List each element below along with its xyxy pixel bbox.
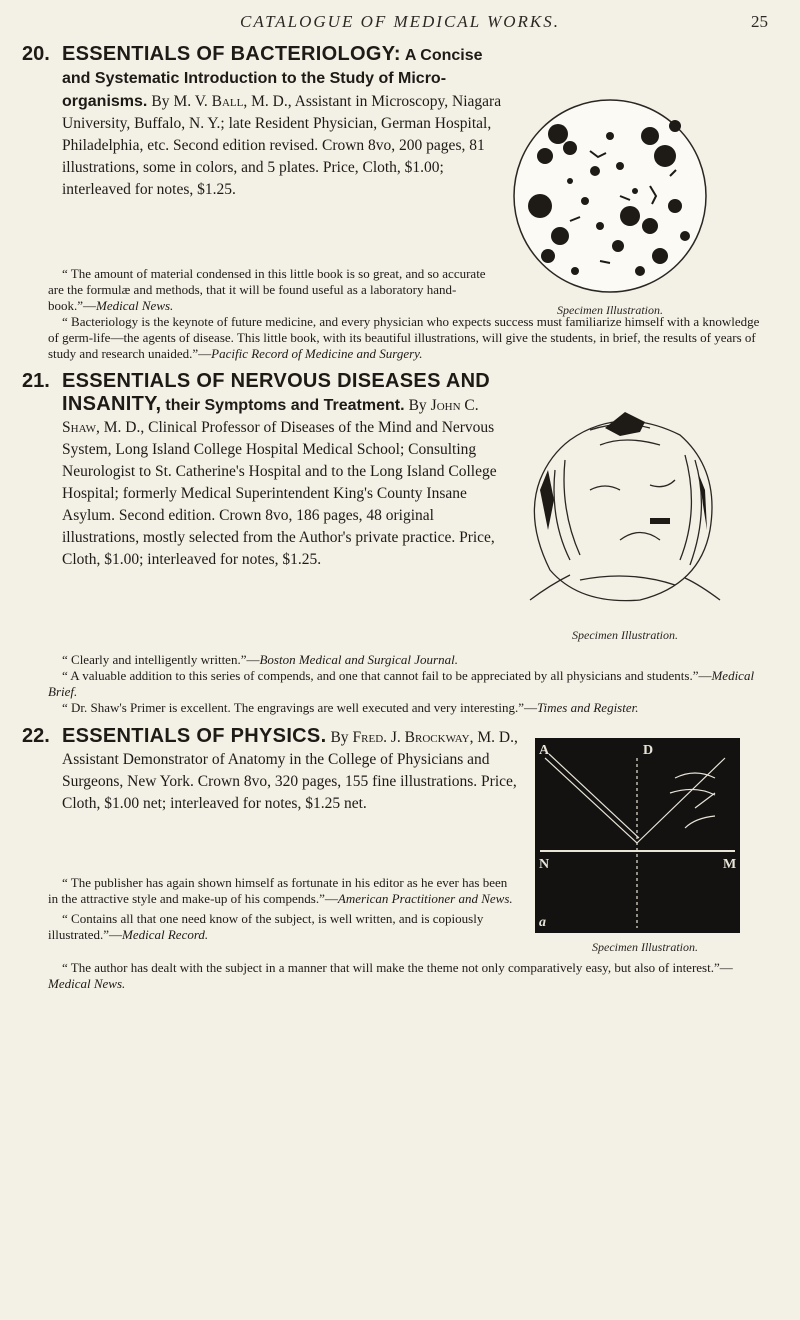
- entry-title: ESSENTIALS OF BACTERIOLOGY:: [62, 43, 401, 65]
- entry-author-by: By: [330, 729, 349, 746]
- entry-number: 21.: [22, 370, 50, 392]
- entry-title: ESSENTIALS OF PHYSICS.: [62, 725, 327, 747]
- entry-subtitle: A Concise and Systematic Introduction to the Study of Micro-organisms.: [62, 47, 483, 110]
- bacteria-specimen-illustration: [500, 96, 720, 296]
- entry-number: 20.: [22, 43, 50, 65]
- brain-specimen-illustration: [510, 400, 740, 620]
- entry-author-by: By: [408, 397, 427, 414]
- review: “ Clearly and intelligently written.”—Boston Medical and Surgical Journal.: [62, 652, 458, 667]
- entry-author: John C. Shaw: [62, 397, 479, 436]
- entry-author-by: By: [151, 93, 170, 110]
- figure-label-m: M: [723, 857, 737, 872]
- entry-22-text: [62, 725, 522, 815]
- entry-20-text: [62, 43, 502, 201]
- running-head: CATALOGUE OF MEDICAL WORKS.: [239, 12, 560, 31]
- entry-number: 22.: [22, 725, 50, 747]
- figure-caption: Specimen Illustration.: [557, 303, 663, 317]
- figure-label-n: N: [539, 857, 550, 872]
- figure-label-a: A: [539, 743, 550, 758]
- entry-21-text: [62, 370, 512, 571]
- figure-caption: Specimen Illustration.: [592, 940, 698, 954]
- review: “ A valuable addition to this series of compends, and one that cannot fail to be appreciated by all physicians and students.”—Medical Brief.: [48, 668, 755, 699]
- entry-22-review-3: “ The author has dealt with the subject in a manner that will make the theme not only comparatively easy, but also of interest.”—Medical News.: [48, 960, 733, 991]
- figure-label-d: D: [643, 743, 654, 758]
- entry-title: ESSENTIALS OF NERVOUS DISEASES AND INSANITY,: [62, 370, 491, 415]
- entry-author-desc: , M. D., Assistant Demonstrator of Anatomy in the College of Physicians and Surgeons, New York. Crown 8vo, 320 pages, 155 fine illustrations. Price, Cloth, $1.00 net; interleaved for notes, $1.25 net.: [62, 729, 518, 812]
- review: “ Contains all that one need know of the subject, is well written, and is copiously illustrated.”—Medical Record.: [48, 911, 484, 942]
- figure-label-c: a: [539, 915, 546, 930]
- entry-20-review-1: “ The amount of material condensed in this little book is so great, and so accurate are the formulæ and methods, that it will be found useful as a laboratory hand-book.”—Medical News.: [48, 266, 486, 313]
- entry-20-review-2: “ Bacteriology is the keynote of future medicine, and every physician who expects success must familiarize himself with a knowledge of germ-life—the agents of disease. This little book, with its beautiful illustrations, will give the students, in brief, the results of years of study and research unaided.”—Pacific Record of Medicine and Surgery.: [48, 314, 760, 361]
- page-number: 25: [751, 12, 768, 31]
- entry-22-reviews-left: [48, 875, 518, 943]
- entry-21-reviews: [48, 652, 768, 716]
- physics-specimen-illustration: [535, 738, 740, 933]
- entry-subtitle: their Symptoms and Treatment.: [165, 397, 405, 414]
- entry-author: M. V. Ball: [173, 93, 244, 110]
- entry-author-desc: , M. D., Assistant in Microscopy, Niagara University, Buffalo, N. Y.; late Resident Physician, German Hospital, Philadelphia, etc. Second edition revised. Crown 8vo, 200 pages, 81 illustrations, some in colors, and 5 plates. Price, Cloth, $1.00; interleaved for notes, $1.25.: [62, 93, 502, 198]
- review: “ Dr. Shaw's Primer is excellent. The engravings are well executed and very interesting.”—Times and Register.: [62, 700, 639, 715]
- entry-author: Fred. J. Brockway: [352, 729, 470, 746]
- figure-caption: Specimen Illustration.: [572, 628, 678, 642]
- entry-author-desc: , M. D., Clinical Professor of Diseases of the Mind and Nervous System, Long Island College Hospital Medical School; Consulting Neurologist to St. Catherine's Hospital and to the Long Island College Hospital; formerly Medical Superintendent King's County Insane Asylum. Second edition. Crown 8vo, 186 pages, 48 original illustrations, mostly selected from the Author's private practice. Price, Cloth, $1.00; interleaved for notes, $1.25.: [62, 419, 497, 568]
- review: “ The publisher has again shown himself as fortunate in his editor as he ever has been in the attractive style and make-up of his compends.”—American Practitioner and News.: [48, 875, 513, 906]
